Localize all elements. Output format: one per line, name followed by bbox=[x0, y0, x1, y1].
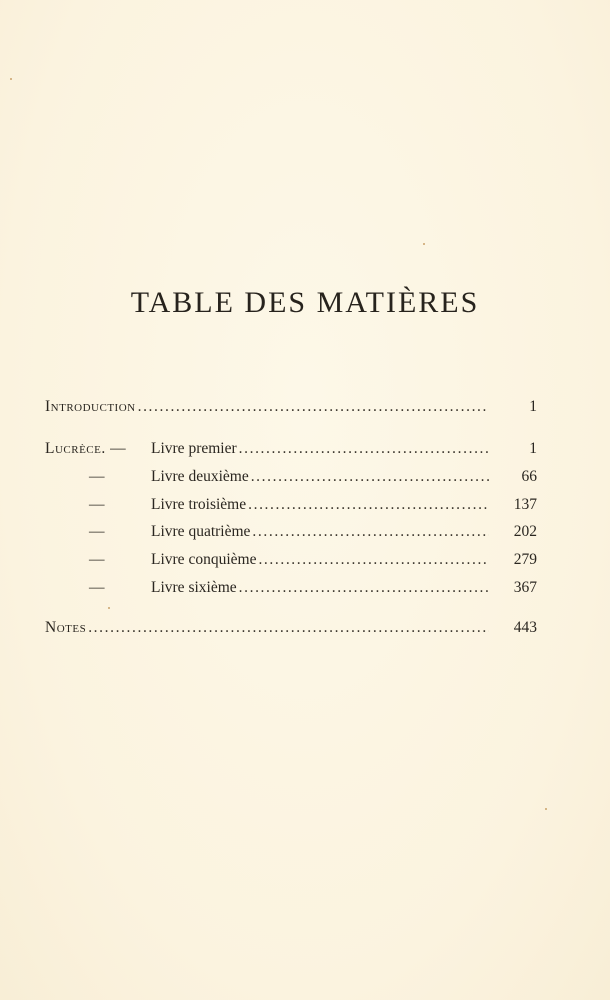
toc-page-number: 137 bbox=[513, 496, 537, 513]
toc-leader-dots bbox=[239, 579, 489, 597]
toc-leader-dots bbox=[239, 440, 489, 458]
toc-entry-label: Livre premier bbox=[151, 440, 237, 457]
toc-page-number: 279 bbox=[513, 551, 537, 568]
toc-entry-livre-conquieme bbox=[45, 551, 537, 573]
paper-speck bbox=[108, 607, 110, 609]
toc-entry-livre-sixieme bbox=[45, 579, 537, 601]
toc-entry-label: Livre sixième bbox=[151, 579, 237, 596]
toc-entry-label: Livre conquième bbox=[151, 551, 257, 568]
toc-entry-lead: Introduction bbox=[45, 398, 136, 415]
toc-page-number: 202 bbox=[513, 523, 537, 540]
toc-entry-livre-premier bbox=[45, 440, 537, 462]
toc-leader-dots bbox=[252, 523, 489, 541]
toc-page-number: 1 bbox=[529, 440, 537, 457]
toc-page-number: 1 bbox=[529, 398, 537, 415]
toc-entry-label: Livre troisième bbox=[151, 496, 247, 513]
toc-entry-lead: Notes bbox=[45, 619, 87, 636]
toc-leader-dots bbox=[251, 468, 489, 486]
toc-leader-dots bbox=[258, 551, 489, 569]
paper-speck bbox=[545, 808, 547, 810]
toc-entry-introduction bbox=[45, 398, 537, 420]
toc-entry-livre-troisieme bbox=[45, 496, 537, 518]
toc-entry-livre-quatrieme bbox=[45, 523, 537, 545]
toc-page-number: 443 bbox=[513, 619, 537, 636]
toc-page-number: 367 bbox=[513, 579, 537, 596]
toc-entry-lead: — bbox=[89, 551, 105, 568]
toc-entry-label: Livre deuxième bbox=[151, 468, 249, 485]
toc-entry-label: Livre quatrième bbox=[151, 523, 251, 540]
toc-leader-dots bbox=[138, 398, 489, 416]
toc-leader-dots bbox=[88, 619, 489, 637]
toc-entry-notes bbox=[45, 619, 537, 641]
paper-speck bbox=[423, 243, 425, 245]
toc-leader-dots bbox=[248, 496, 489, 514]
toc-page-number: 66 bbox=[521, 468, 537, 485]
toc-entry-lead: Lucrèce. — bbox=[45, 440, 127, 457]
paper-speck bbox=[10, 78, 12, 80]
toc-entry-lead: — bbox=[89, 496, 105, 513]
page-title: TABLE DES MATIÈRES bbox=[130, 286, 480, 319]
toc-entry-lead: — bbox=[89, 523, 105, 540]
toc-entry-livre-deuxieme bbox=[45, 468, 537, 490]
toc-entry-lead: — bbox=[89, 579, 105, 596]
toc-entry-lead: — bbox=[89, 468, 105, 485]
